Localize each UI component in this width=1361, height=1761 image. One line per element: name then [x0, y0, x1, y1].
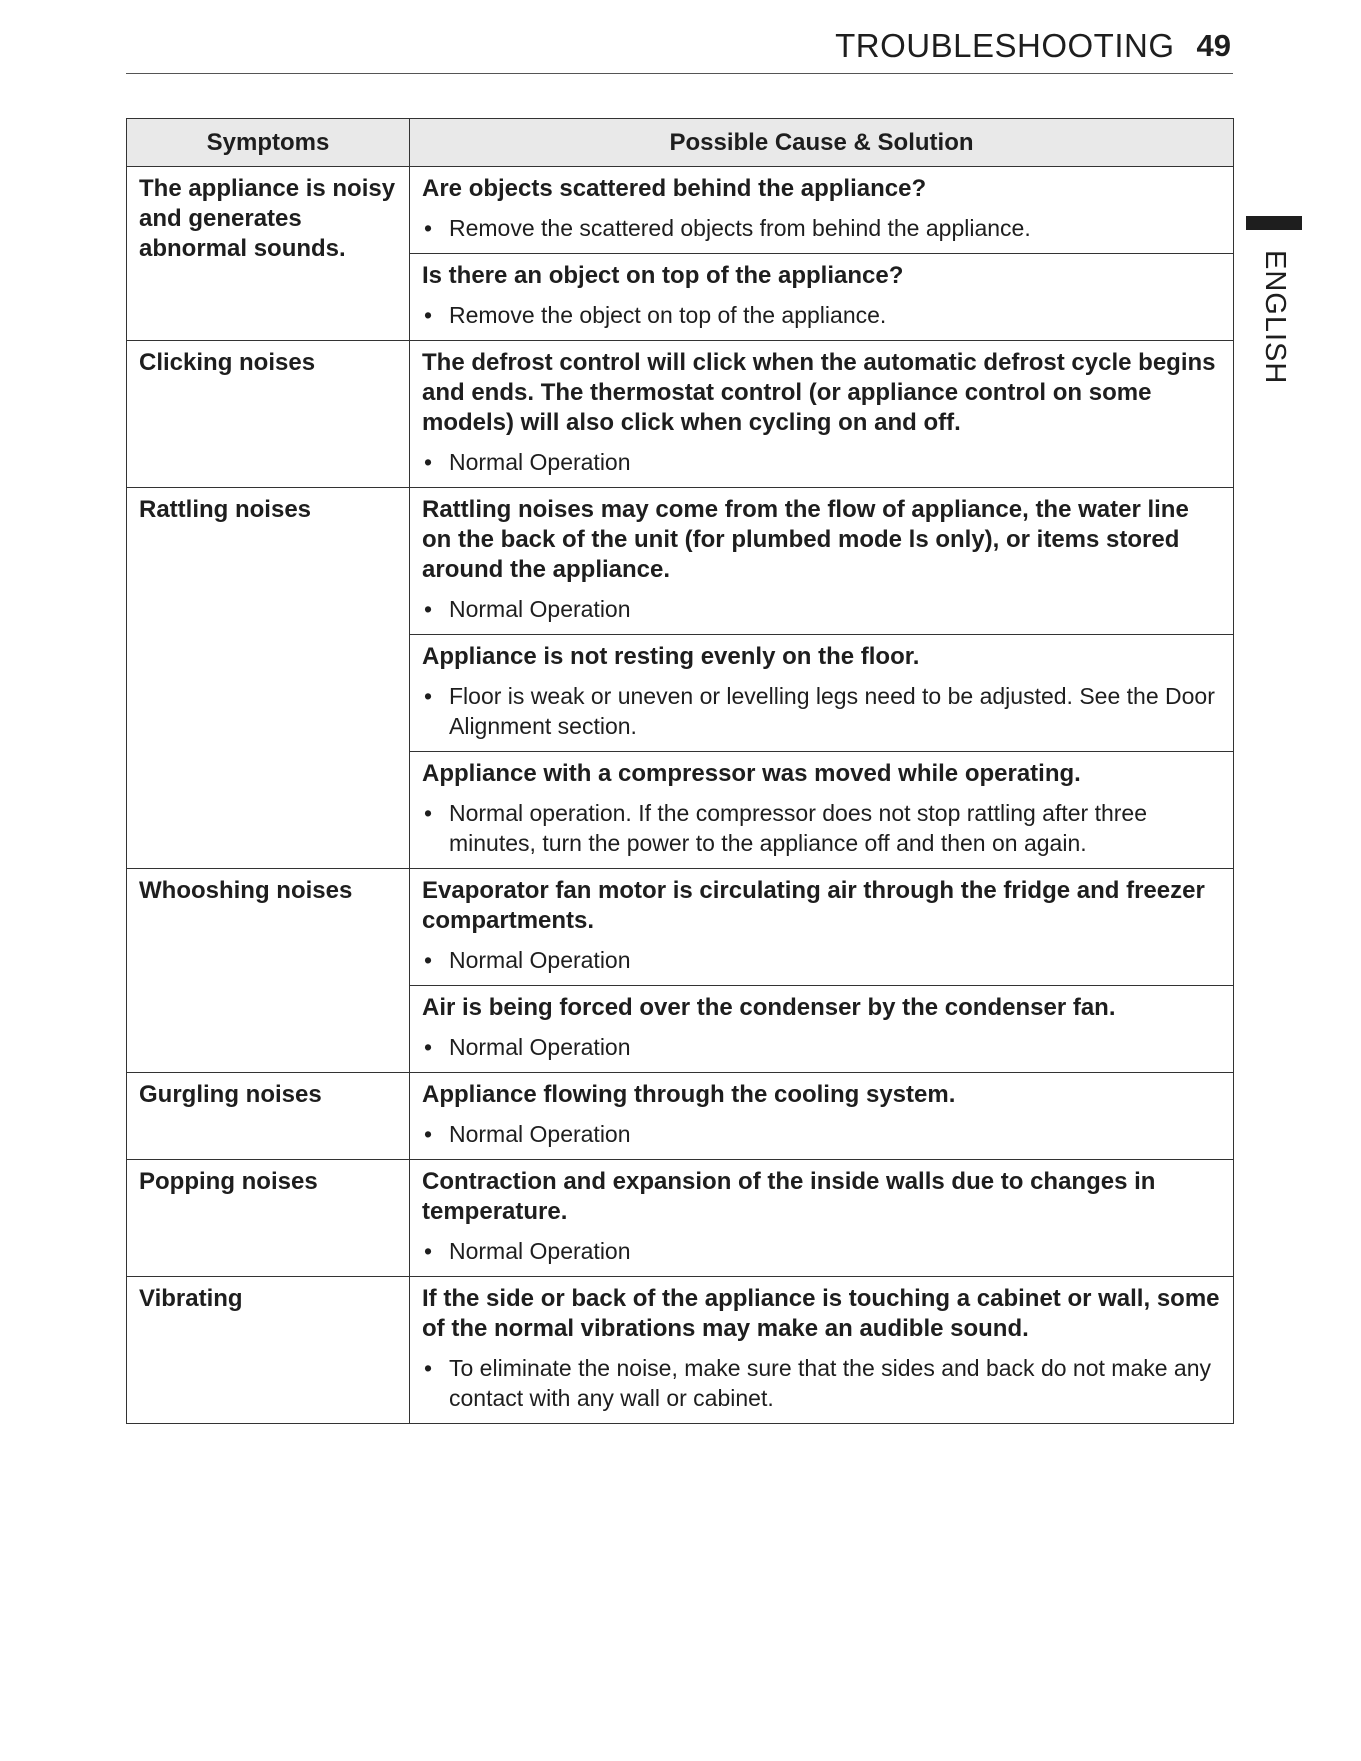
cause-solution-cell	[410, 1073, 1234, 1160]
cause-solution-cell	[410, 341, 1234, 488]
solution-text: Remove the object on top of the appliance.	[449, 302, 887, 328]
solution-item	[422, 1236, 1221, 1266]
solution-item	[422, 1032, 1221, 1062]
solution-text: Normal Operation	[449, 1121, 631, 1147]
table-row	[127, 167, 1234, 341]
cause-block	[410, 634, 1233, 751]
solution-item	[422, 300, 1221, 330]
cause-solution-cell	[410, 488, 1234, 869]
solution-item	[422, 594, 1221, 624]
header-cause-solution: Possible Cause & Solution	[410, 119, 1234, 167]
cause-text: Appliance is not resting evenly on the floor.	[422, 643, 920, 670]
cause-text: Appliance flowing through the cooling system.	[422, 1081, 956, 1108]
solution-item	[422, 1119, 1221, 1149]
side-tab-label: ENGLISH	[1259, 250, 1291, 385]
bullet-icon: •	[424, 215, 433, 241]
cause-block	[410, 985, 1233, 1072]
solution-text: Normal Operation	[449, 449, 631, 475]
cause-text: If the side or back of the appliance is touching a cabinet or wall, some of the normal vibrations may make an audible sound.	[422, 1285, 1220, 1342]
cause-text: Air is being forced over the condenser by the condenser fan.	[422, 994, 1116, 1021]
table-row	[127, 341, 1234, 488]
header-symptoms: Symptoms	[127, 119, 410, 167]
table-row	[127, 1073, 1234, 1160]
solution-text: Floor is weak or uneven or levelling legs need to be adjusted. See the Door Alignment section.	[449, 683, 1215, 739]
cause-block	[410, 1073, 1233, 1159]
table-row	[127, 1277, 1234, 1424]
solution-item	[422, 213, 1221, 243]
cause-block	[410, 1277, 1233, 1423]
solution-item	[422, 1353, 1221, 1413]
bullet-icon: •	[424, 1238, 433, 1264]
bullet-icon: •	[424, 1355, 433, 1381]
troubleshooting-table	[126, 118, 1234, 1424]
cause-block	[410, 253, 1233, 340]
bullet-icon: •	[424, 947, 433, 973]
bullet-icon: •	[424, 449, 433, 475]
cause-block	[410, 869, 1233, 985]
bullet-icon: •	[424, 1034, 433, 1060]
symptom-cell: Popping noises	[127, 1160, 410, 1277]
cause-block	[410, 751, 1233, 868]
symptom-cell: Rattling noises	[127, 488, 410, 869]
symptom-cell: Gurgling noises	[127, 1073, 410, 1160]
bullet-icon: •	[424, 596, 433, 622]
solution-text: Normal operation. If the compressor does not stop rattling after three minutes, turn the power to the appliance off and then on again.	[449, 800, 1148, 856]
solution-text: Normal Operation	[449, 1034, 631, 1060]
table-row	[127, 488, 1234, 869]
solution-text: To eliminate the noise, make sure that the sides and back do not make any contact with any wall or cabinet.	[449, 1355, 1211, 1411]
bullet-icon: •	[424, 800, 433, 826]
solution-text: Normal Operation	[449, 947, 631, 973]
cause-block	[410, 341, 1233, 487]
solution-item	[422, 447, 1221, 477]
page-header	[126, 18, 1233, 74]
cause-solution-cell	[410, 167, 1234, 341]
cause-solution-cell	[410, 1277, 1234, 1424]
table-row	[127, 869, 1234, 1073]
table-header-row	[127, 119, 1234, 167]
solution-item	[422, 945, 1221, 975]
bullet-icon: •	[424, 1121, 433, 1147]
cause-text: Are objects scattered behind the appliance?	[422, 175, 927, 202]
bullet-icon: •	[424, 302, 433, 328]
solution-item	[422, 681, 1221, 741]
symptom-cell: Whooshing noises	[127, 869, 410, 1073]
symptom-cell: Vibrating	[127, 1277, 410, 1424]
cause-block	[410, 488, 1233, 634]
solution-text: Remove the scattered objects from behind the appliance.	[449, 215, 1031, 241]
bullet-icon: •	[424, 683, 433, 709]
cause-text: Contraction and expansion of the inside walls due to changes in temperature.	[422, 1168, 1156, 1225]
cause-solution-cell	[410, 869, 1234, 1073]
cause-text: Rattling noises may come from the flow of appliance, the water line on the back of the unit (for plumbed mode ls only), or items stored around the appliance.	[422, 496, 1189, 583]
symptom-cell: The appliance is noisy and generates abnormal sounds.	[127, 167, 410, 341]
solution-text: Normal Operation	[449, 1238, 631, 1264]
table-body	[127, 167, 1234, 1424]
cause-text: Appliance with a compressor was moved while operating.	[422, 760, 1081, 787]
section-title: TROUBLESHOOTING	[835, 26, 1175, 64]
solution-item	[422, 798, 1221, 858]
symptom-cell: Clicking noises	[127, 341, 410, 488]
cause-text: Is there an object on top of the appliance?	[422, 262, 904, 289]
page-number: 49	[1196, 27, 1231, 63]
cause-solution-cell	[410, 1160, 1234, 1277]
table-row	[127, 1160, 1234, 1277]
cause-block	[410, 167, 1233, 253]
cause-block	[410, 1160, 1233, 1276]
cause-text: Evaporator fan motor is circulating air through the fridge and freezer compartments.	[422, 877, 1205, 934]
solution-text: Normal Operation	[449, 596, 631, 622]
side-tab-marker	[1246, 216, 1302, 230]
cause-text: The defrost control will click when the automatic defrost cycle begins and ends. The thermostat control (or appliance control on some models) will also click when cycling on and off.	[422, 349, 1216, 436]
